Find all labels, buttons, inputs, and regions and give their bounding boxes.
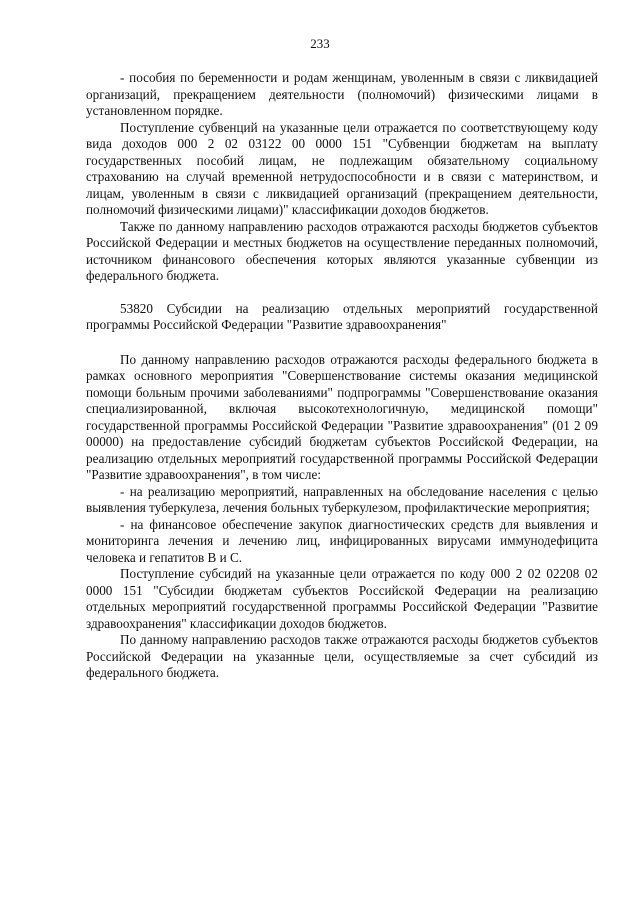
paragraph: По данному направлению расходов также отражаются расходы бюджетов субъектов Российской Федерации на указанные цели, осуществляемые за счет субсидий из федерального бюджета.: [86, 632, 598, 680]
paragraph: - пособия по беременности и родам женщинам, уволенным в связи с ликвидацией организаций, прекращением деятельности (полномочий) физическими лицами в установленном порядке.: [86, 70, 598, 118]
page-number: 233: [310, 36, 330, 51]
document-body: [86, 70, 598, 682]
paragraph: Также по данному направлению расходов отражаются расходы бюджетов субъектов Российской Федерации и местных бюджетов на осуществление переданных полномочий, источником финансового обеспечения которых являются указанные субвенции из федерального бюджета.: [86, 218, 598, 283]
paragraph: По данному направлению расходов отражаются расходы федерального бюджета в рамках основного мероприятия "Совершенствование системы оказания медицинской помощи больным прочими заболеваниями" подпрограммы "Совершенствование оказания специализированной, включая высокотехнологичную, медицинской помощи" государственной программы Российской Федерации "Развитие здравоохранения" (01 2 09 00000) на предоставление субсидий бюджетам субъектов Российской Федерации, на реализацию отдельных мероприятий государственной программы Российской Федерации "Развитие здравоохранения", в том числе:: [86, 351, 598, 482]
paragraph: Поступление субсидий на указанные цели отражается по коду 000 2 02 02208 02 0000 151 "Субсидии бюджетам субъектов Российской Федерации на реализацию отдельных мероприятий государственной программы Российской Федерации "Развитие здравоохранения" классификации доходов бюджетов.: [86, 566, 598, 631]
section-heading: 53820 Субсидии на реализацию отдельных мероприятий государственной программы Российской Федерации "Развитие здравоохранения": [86, 300, 598, 332]
paragraph: Поступление субвенций на указанные цели отражается по соответствующему коду вида доходов 000 2 02 03122 00 0000 151 "Субвенции бюджетам на выплату государственных пособий лицам, не подлежащим обязательному социальному страхованию на случай временной нетрудоспособности и в связи с материнством, и лицам, уволенным в связи с ликвидацией организаций (прекращением деятельности, полномочий физическими лицами)" классификации доходов бюджетов.: [86, 119, 598, 217]
list-item: - на реализацию мероприятий, направленных на обследование населения с целью выявления туберкулеза, лечения больных туберкулезом, профилактические мероприятия;: [86, 483, 598, 515]
list-item: - на финансовое обеспечение закупок диагностических средств для выявления и мониторинга лечения и лечению лиц, инфицированных вирусами иммунодефицита человека и гепатитов В и С.: [86, 516, 598, 565]
